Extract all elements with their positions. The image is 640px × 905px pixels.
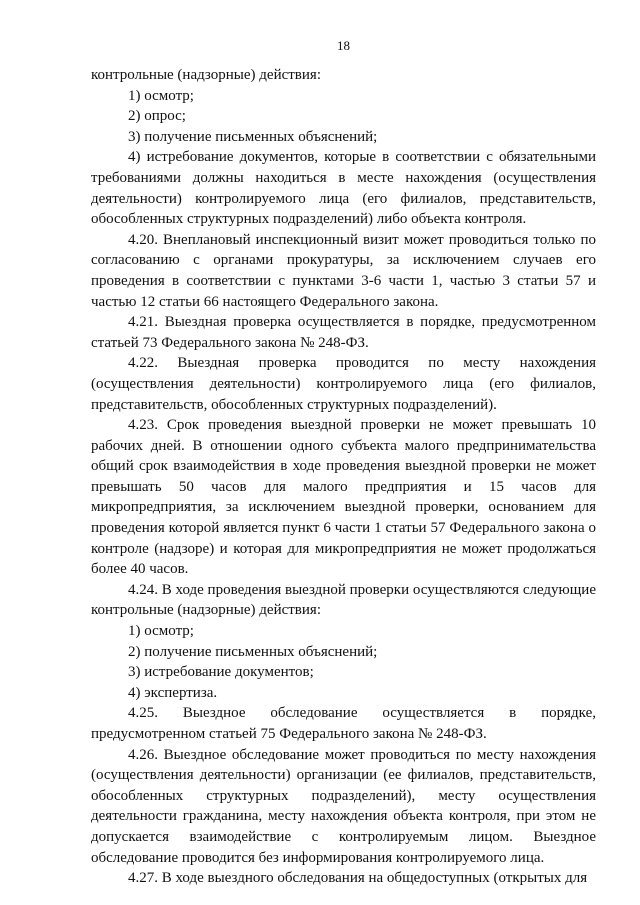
- document-body: [91, 65, 596, 889]
- paragraph: 4.27. В ходе выездного обследования на общедоступных (открытых для: [128, 870, 588, 887]
- paragraph: 4.25. Выездное обследование осуществляется в порядке, предусмотренном статьей 75 Федерального закона № 248-ФЗ.: [91, 705, 596, 742]
- paragraph: 4.21. Выездная проверка осуществляется в порядке, предусмотренном статьей 73 Федерального закона № 248-ФЗ.: [91, 314, 596, 351]
- paragraph: 4.24. В ходе проведения выездной проверки осуществляются следующие контрольные (надзорные) действия:: [91, 581, 596, 619]
- document-page: [91, 0, 596, 905]
- paragraph: 1) осмотр;: [128, 623, 194, 640]
- paragraph: 3) истребование документов;: [128, 664, 314, 681]
- paragraph: контрольные (надзорные) действия:: [91, 67, 321, 83]
- paragraph: 3) получение письменных объяснений;: [128, 128, 378, 145]
- paragraph: 4.26. Выездное обследование может проводиться по месту нахождения (осуществления деятельности) организации (ее филиалов, представительств, обособленных структурных подразделений), месту осуществления деятельности гражданина, месту нахождения объекта контроля, при этом не допускается взаимодействие с контролируемым лицом. Выездное обследование проводится без информирования контролируемого лица.: [91, 746, 596, 866]
- paragraph: 4.22. Выездная проверка проводится по месту нахождения (осуществления деятельности) контролируемого лица (его филиалов, представительств, обособленных структурных подразделений).: [91, 355, 596, 413]
- paragraph: 4.20. Внеплановый инспекционный визит может проводиться только по согласованию с органами прокуратуры, за исключением случаев его проведения в соответствии с пунктами 3-6 части 1, частью 3 статьи 57 и частью 12 статьи 66 настоящего Федерального закона.: [91, 231, 596, 310]
- paragraph: 1) осмотр;: [128, 87, 194, 104]
- paragraph: 2) получение письменных объяснений;: [128, 643, 378, 660]
- paragraph: 2) опрос;: [128, 108, 186, 125]
- paragraph: 4) экспертиза.: [128, 684, 218, 701]
- page-number: 18: [337, 38, 350, 53]
- paragraph: 4.23. Срок проведения выездной проверки не может превышать 10 рабочих дней. В отношении одного субъекта малого предпринимательства общий срок взаимодействия в ходе проведения выездной проверки не может превышать 50 часов для малого предприятия и 15 часов для микропредприятия, за исключением выездной проверки, основанием для проведения которой является пункт 6 части 1 статьи 57 Федерального закона о контроле (надзоре) и которая для микропредприятия не может продолжаться более 40 часов.: [91, 417, 596, 578]
- paragraph: 4) истребование документов, которые в соответствии с обязательными требованиями должны находиться в месте нахождения (осуществления деятельности) контролируемого лица (его филиалов, представительств, обособленных структурных подразделений) либо объекта контроля.: [91, 149, 596, 228]
